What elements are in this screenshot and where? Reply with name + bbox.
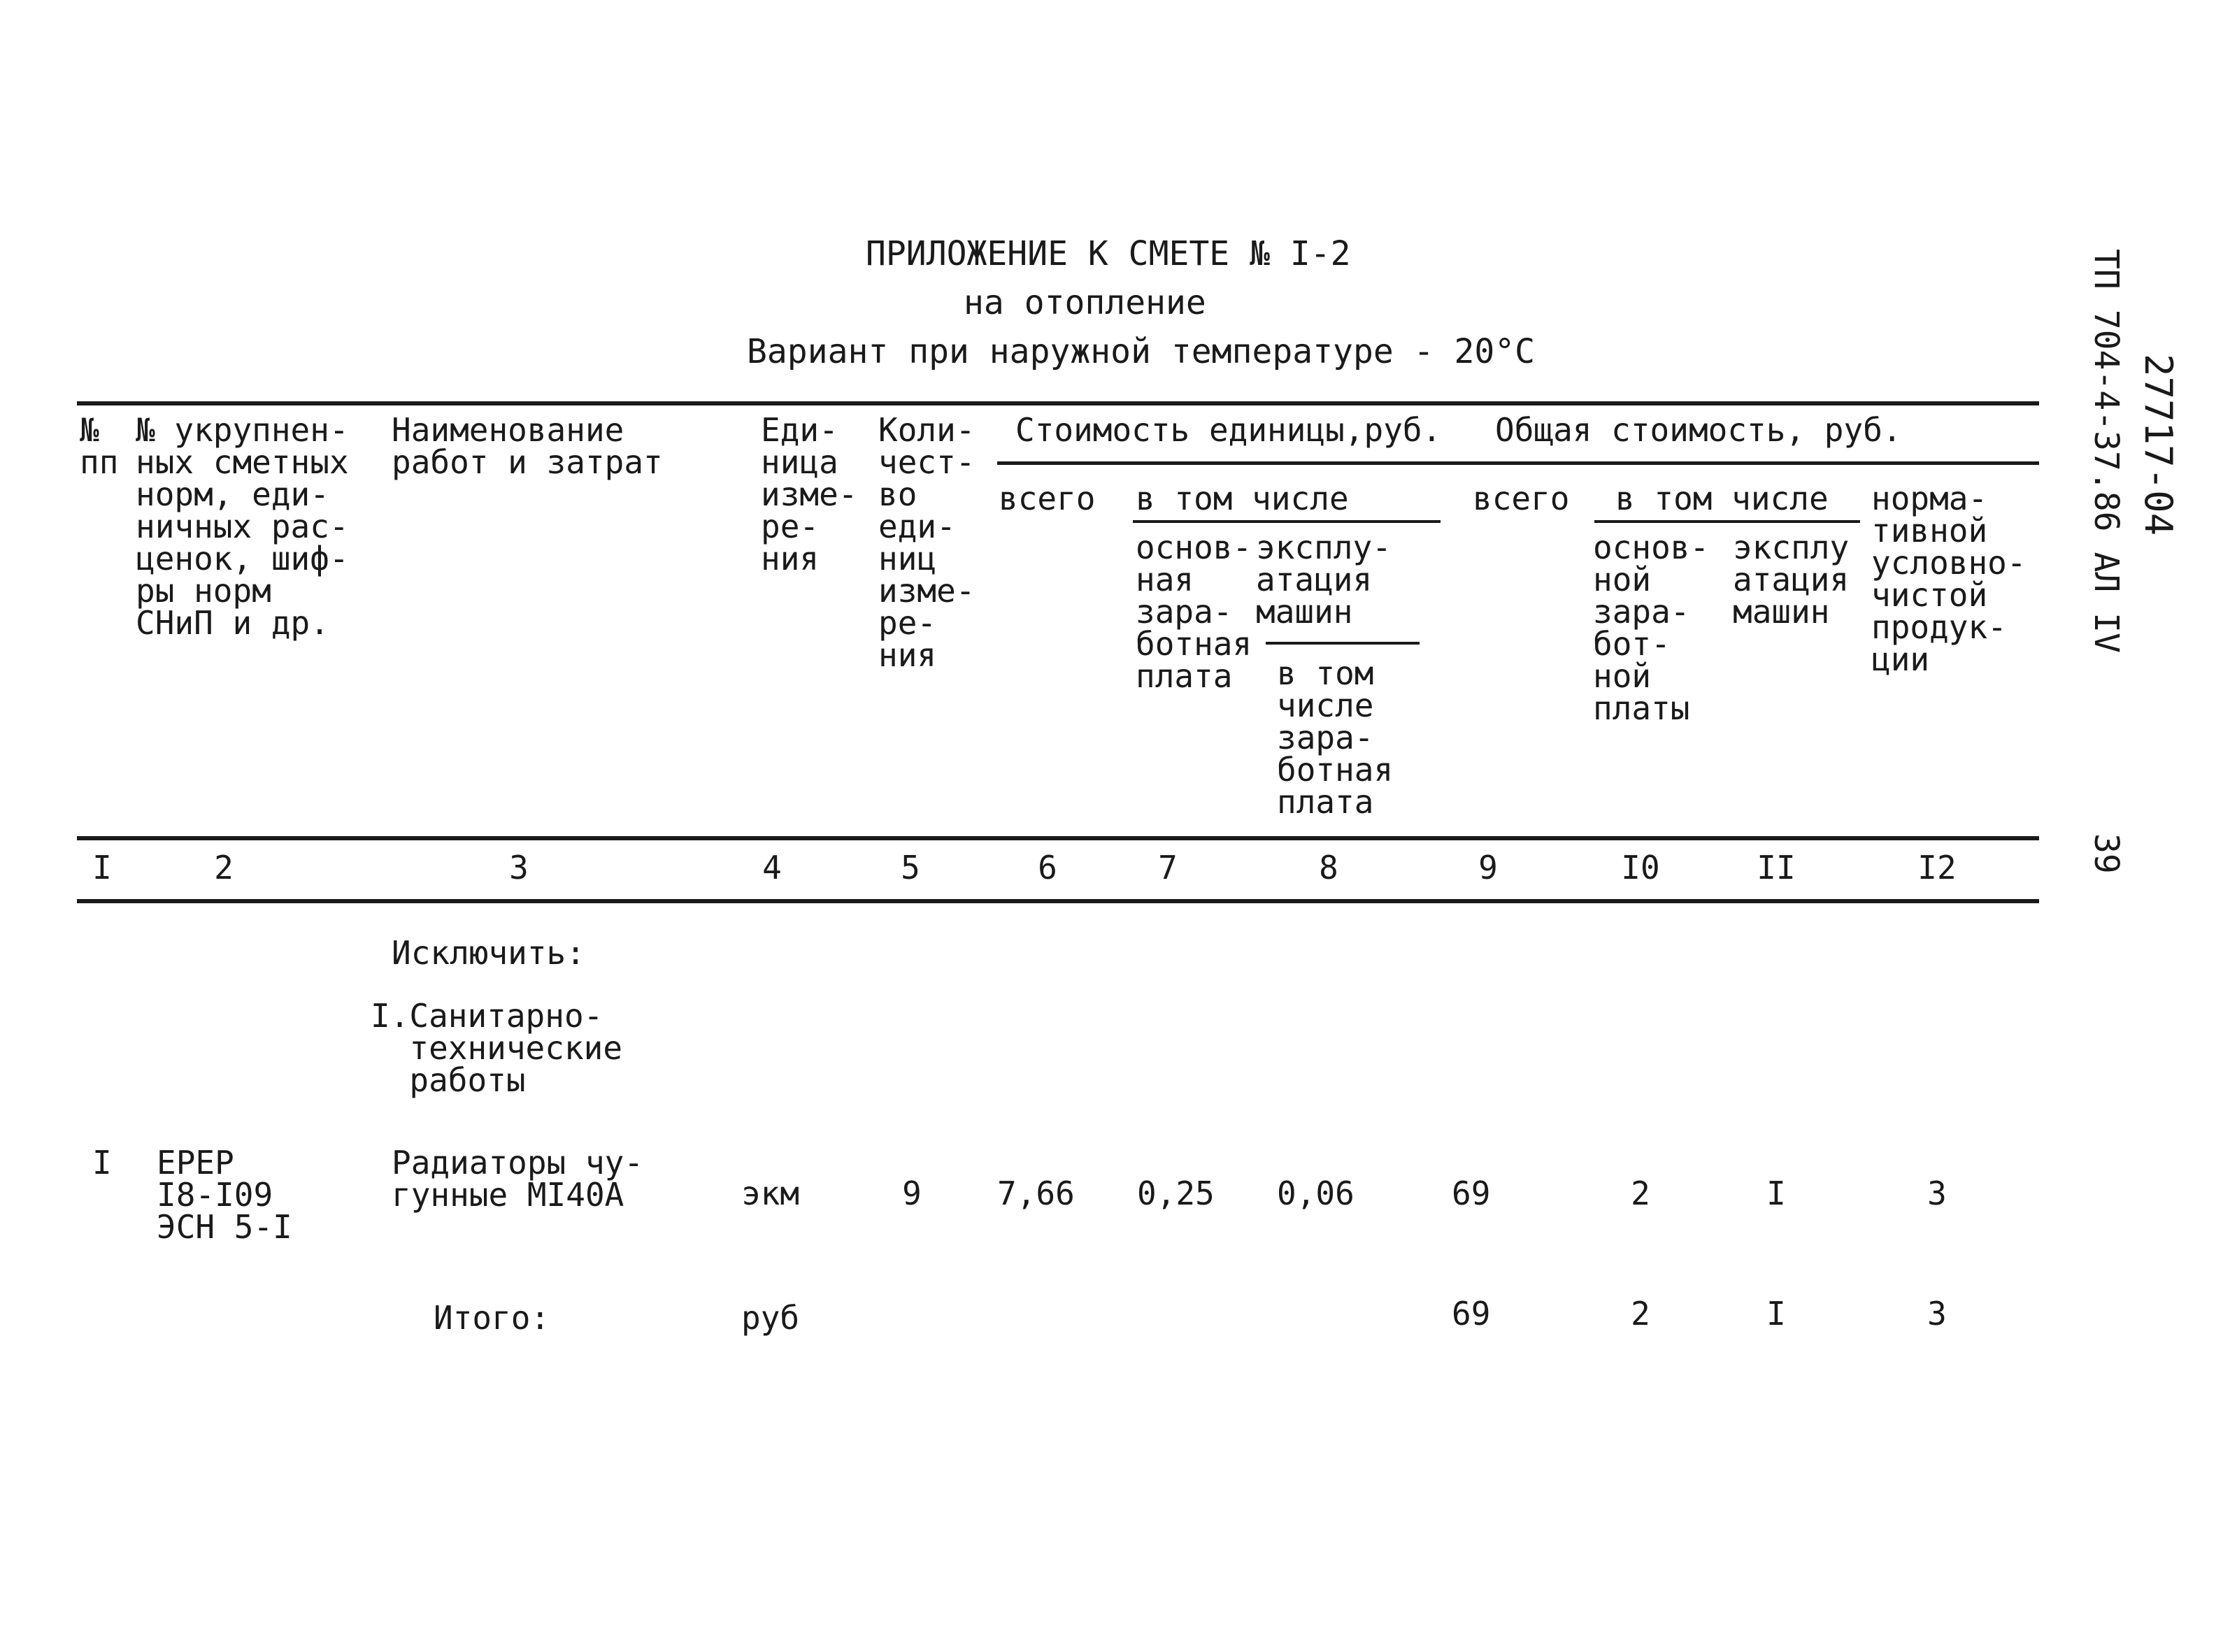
row-unit-total: 7,66 xyxy=(997,1175,1075,1212)
row-quantity: 9 xyxy=(902,1175,922,1212)
row-unit-machines: 0,06 xyxy=(1277,1175,1355,1212)
header-total-incl: в том числе xyxy=(1615,480,1829,517)
total-sum: 69 xyxy=(1452,1295,1491,1333)
column-number: 4 xyxy=(762,849,782,886)
page-title: ПРИЛОЖЕНИЕ К СМЕТЕ № I-2 xyxy=(866,234,1351,273)
row-unit: экм xyxy=(741,1175,800,1212)
row-normative: 3 xyxy=(1927,1175,1947,1212)
row-work-name: Радиаторы чу- гунные МI40А xyxy=(392,1144,644,1214)
row-unit-wage: 0,25 xyxy=(1137,1175,1215,1212)
temperature-variant xyxy=(747,332,1536,371)
header-col-unit-machines-wage: в том числе зара- ботная плата xyxy=(1277,654,1394,821)
header-bottom-rule xyxy=(77,836,2039,840)
header-col-unit-total: всего xyxy=(999,480,1096,517)
column-number: 5 xyxy=(901,849,920,886)
column-number: 9 xyxy=(1478,849,1498,886)
header-col-qty: Коли- чест- во еди- ниц изме- ре- ния xyxy=(878,411,975,674)
total-unit: руб xyxy=(741,1299,800,1337)
total-machines-sum: I xyxy=(1766,1295,1786,1333)
header-col-total: всего xyxy=(1473,480,1570,517)
column-number: 2 xyxy=(214,849,234,886)
header-col-normative: норма- тивной условно- чистой продук- ции xyxy=(1871,480,2027,678)
row-total-wage: 2 xyxy=(1631,1175,1650,1212)
total-normative-sum: 3 xyxy=(1927,1295,1947,1333)
column-number: 6 xyxy=(1038,849,1057,886)
row-number: I xyxy=(92,1144,112,1181)
header-col-total-wage: основ- ной зара- бот- ной платы xyxy=(1593,529,1710,727)
side-doc-code: ТП 704-4-37.86 АЛ IV xyxy=(2087,249,2126,653)
row-norm-code: ЕРЕР I8-I09 ЭСН 5-I xyxy=(157,1144,292,1246)
side-sheet-code: 27717-04 xyxy=(2136,354,2180,536)
total-label: Итого: xyxy=(434,1299,550,1337)
total-wage-sum: 2 xyxy=(1631,1295,1650,1333)
row-total-machines: I xyxy=(1766,1175,1786,1212)
header-total-cost-group: Общая стоимость, руб. xyxy=(1495,411,1902,449)
header-col-unit: Еди- ница изме- ре- ния xyxy=(761,411,858,577)
temperature-unit: °С xyxy=(1494,332,1536,371)
header-unit-incl: в том числе xyxy=(1136,480,1349,517)
column-number: 8 xyxy=(1319,849,1338,886)
unit-cost-group-rule xyxy=(997,461,2039,465)
header-col-unit-wage: основ- ная зара- ботная плата xyxy=(1136,529,1252,695)
header-col-unit-machines: эксплу- атация машин xyxy=(1256,529,1392,631)
column-number: 7 xyxy=(1158,849,1178,886)
total-incl-rule xyxy=(1594,520,1860,523)
table-top-rule xyxy=(77,401,2039,405)
header-col-norms: № укрупнен- ных сметных норм, еди- ничных рас- ценок, шиф- ры норм СНиП и др. xyxy=(136,411,349,642)
page-subtitle: на отопление xyxy=(964,283,1206,322)
column-number: 3 xyxy=(509,849,529,886)
machines-sub-rule xyxy=(1266,642,1420,645)
header-col-name: Наименование работ и затрат xyxy=(392,411,663,481)
exclude-label: Исключить: xyxy=(392,934,585,972)
unit-incl-rule xyxy=(1133,520,1441,523)
header-col-total-machines: эксплу атация машин xyxy=(1733,529,1850,631)
column-numbers-rule xyxy=(77,899,2039,903)
column-number: I0 xyxy=(1621,849,1660,886)
side-page-number: 39 xyxy=(2087,833,2126,874)
column-number: I xyxy=(92,849,112,886)
column-number: I2 xyxy=(1917,849,1957,886)
header-col-num: № пп xyxy=(80,411,119,481)
header-unit-cost-group: Стоимость единицы,руб. xyxy=(1015,411,1442,449)
section-title: I.Санитарно- технические работы xyxy=(371,997,623,1099)
column-number: II xyxy=(1757,849,1796,886)
temperature-variant-text: Вариант при наружной температуре - 20 xyxy=(747,332,1495,371)
row-total: 69 xyxy=(1452,1175,1491,1212)
